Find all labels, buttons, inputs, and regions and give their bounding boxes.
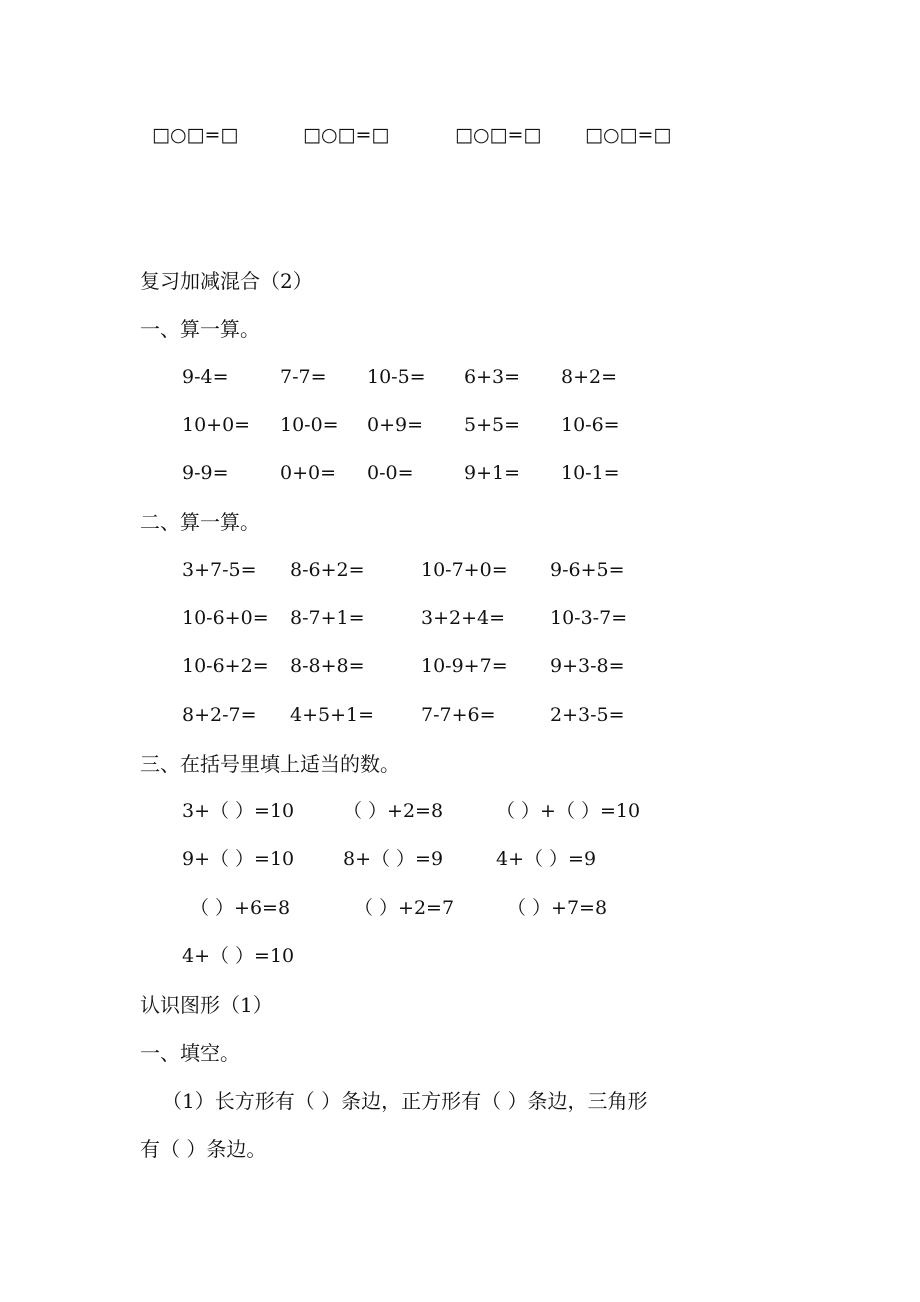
fill-blank-problem: 4+（ ）=10 <box>182 945 295 967</box>
section-title-review-2: 复习加减混合（2） <box>140 269 313 293</box>
fill-question-line-2: 有（ ）条边。 <box>140 1137 267 1161</box>
problem: 10-1= <box>561 462 620 484</box>
problem: 10-6+2= <box>182 655 269 677</box>
problem: 10-6= <box>561 414 620 436</box>
fill-blank-problem: 9+（ ）=10 <box>182 848 295 870</box>
fill-blank-problem: （ ）+6=8 <box>190 897 291 919</box>
fill-blank-problem: 3+（ ）=10 <box>182 800 295 822</box>
problem: 8-6+2= <box>290 559 365 581</box>
problem: 9-6+5= <box>550 559 625 581</box>
fill-blank-problem: （ ）+7=8 <box>507 897 608 919</box>
problem: 10-6+0= <box>182 607 269 629</box>
fill-question-line-1: （1）长方形有（ ）条边，正方形有（ ）条边，三角形 <box>162 1089 648 1113</box>
problem: 0+9= <box>367 414 424 436</box>
shape-equation: □○□=□ <box>152 124 239 146</box>
problem: 9-4= <box>182 366 229 388</box>
shape-equation: □○□=□ <box>303 124 390 146</box>
problem: 8-8+8= <box>290 655 365 677</box>
problem: 7-7+6= <box>421 704 496 726</box>
problem: 9+3-8= <box>550 655 625 677</box>
subsection-title-fill: 一、填空。 <box>140 1041 240 1065</box>
fill-blank-problem: （ ）+2=8 <box>343 800 444 822</box>
problem: 10+0= <box>182 414 251 436</box>
problem: 0-0= <box>367 462 414 484</box>
problem: 9+1= <box>464 462 521 484</box>
shape-equation: □○□=□ <box>585 124 672 146</box>
problem: 10-7+0= <box>421 559 508 581</box>
shape-equation: □○□=□ <box>455 124 542 146</box>
problem: 10-9+7= <box>421 655 508 677</box>
problem: 5+5= <box>464 414 521 436</box>
problem: 3+7-5= <box>182 559 257 581</box>
problem: 6+3= <box>464 366 521 388</box>
fill-blank-problem: （ ）+2=7 <box>354 897 455 919</box>
problem: 7-7= <box>280 366 327 388</box>
problem: 8+2= <box>561 366 618 388</box>
problem: 9-9= <box>182 462 229 484</box>
fill-blank-problem: 8+（ ）=9 <box>343 848 444 870</box>
problem: 10-0= <box>280 414 339 436</box>
fill-blank-problem: 4+（ ）=9 <box>496 848 597 870</box>
subsection-title-3: 三、在括号里填上适当的数。 <box>140 752 400 776</box>
fill-blank-problem: （ ）+（ ）=10 <box>496 800 641 822</box>
section-title-shapes-1: 认识图形（1） <box>140 993 273 1017</box>
problem: 0+0= <box>280 462 337 484</box>
problem: 10-3-7= <box>550 607 628 629</box>
problem: 2+3-5= <box>550 704 625 726</box>
subsection-title-2: 二、算一算。 <box>140 510 260 534</box>
problem: 3+2+4= <box>421 607 506 629</box>
subsection-title-1: 一、算一算。 <box>140 317 260 341</box>
problem: 8-7+1= <box>290 607 365 629</box>
problem: 8+2-7= <box>182 704 257 726</box>
problem: 10-5= <box>367 366 426 388</box>
problem: 4+5+1= <box>290 704 375 726</box>
